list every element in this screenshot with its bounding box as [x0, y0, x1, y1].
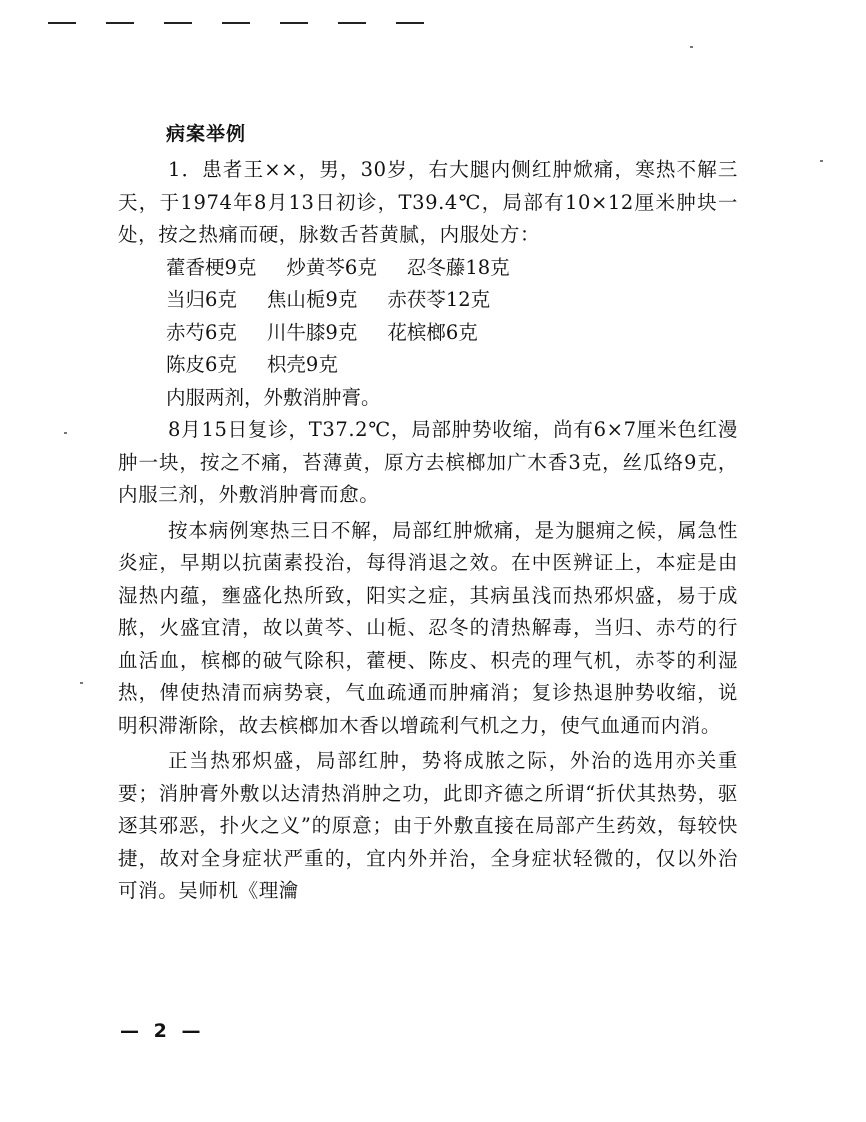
scan-speck	[64, 432, 67, 434]
herb-item: 赤茯苓12克	[387, 288, 491, 311]
scan-speck	[820, 160, 823, 162]
commentary-paragraph-1: 按本病例寒热三日不解，局部红肿焮痛，是为腿痈之候，属急性炎症，早期以抗菌素投治，每得消退之效。在中医辨证上，本症是由湿热内蕴，壅盛化热所致，阳实之症，其病虽浅而热邪炽盛，易于成脓，火盛宜清，故以黄芩、山栀、忍冬的清热解毒，当归、赤芍的行血活血，槟榔的破气除积，藿梗、陈皮、枳壳的理气机，赤苓的利湿热，俾使热清而病势衰，气血疏通而肿痛消；复诊热退肿势收缩，说明积滞渐除，故去槟榔加木香以增疏利气机之力，使气血通而内消。	[118, 518, 738, 737]
section-heading: 病案举例	[166, 123, 247, 145]
commentary-paragraph-2: 正当热邪炽盛，局部红肿，势将成脓之际，外治的选用亦关重要；消肿膏外敷以达清热消肿之功，此即齐德之所谓“折伏其热势，驱逐其邪恶，扑火之义”的原意；由于外敷直接在局部产生药效，每较快捷，故对全身症状严重的，宜内外并治，全身症状轻微的，仅以外治可消。吴师机《理瀹	[118, 749, 738, 902]
page-body	[118, 120, 738, 908]
prescription-row	[166, 349, 738, 382]
prescription-note: 内服两剂，外敷消肿膏。	[166, 385, 381, 409]
followup-paragraph: 8月15日复诊，T37.2℃，局部肿势收缩，尚有6×7厘米色红漫肿一块，按之不痛，苔薄黄，原方去槟榔加广木香3克，丝瓜络9克，内服三剂，外敷消肿膏而愈。	[118, 418, 738, 506]
herb-item: 当归6克	[166, 288, 237, 311]
scan-speck	[690, 46, 693, 48]
prescription-row	[166, 252, 738, 285]
page-number: — 2 —	[120, 1020, 205, 1042]
herb-item: 赤芍6克	[166, 320, 237, 344]
herb-item: 炒黄芩6克	[286, 255, 377, 279]
case-intro-paragraph: 1．患者王××，男，30岁，右大腿内侧红肿焮痛，寒热不解三天，于1974年8月13日初诊，T39.4℃，局部有10×12厘米肿块一处，按之热痛而硬，脉数舌苔黄腻，内服处方：	[118, 158, 738, 246]
prescription-list	[166, 252, 738, 382]
scan-speck	[80, 682, 83, 684]
herb-item: 枳壳9克	[266, 353, 338, 376]
herb-item: 川牛膝9克	[266, 320, 358, 344]
herb-item: 忍冬藤18克	[406, 255, 510, 279]
herb-item: 藿香梗9克	[166, 255, 257, 279]
header-dashed-rule	[48, 22, 438, 26]
herb-item: 焦山栀9克	[266, 288, 358, 311]
herb-item: 花槟榔6克	[387, 320, 478, 344]
prescription-row	[166, 317, 738, 350]
prescription-row	[166, 284, 738, 317]
herb-item: 陈皮6克	[166, 353, 237, 376]
